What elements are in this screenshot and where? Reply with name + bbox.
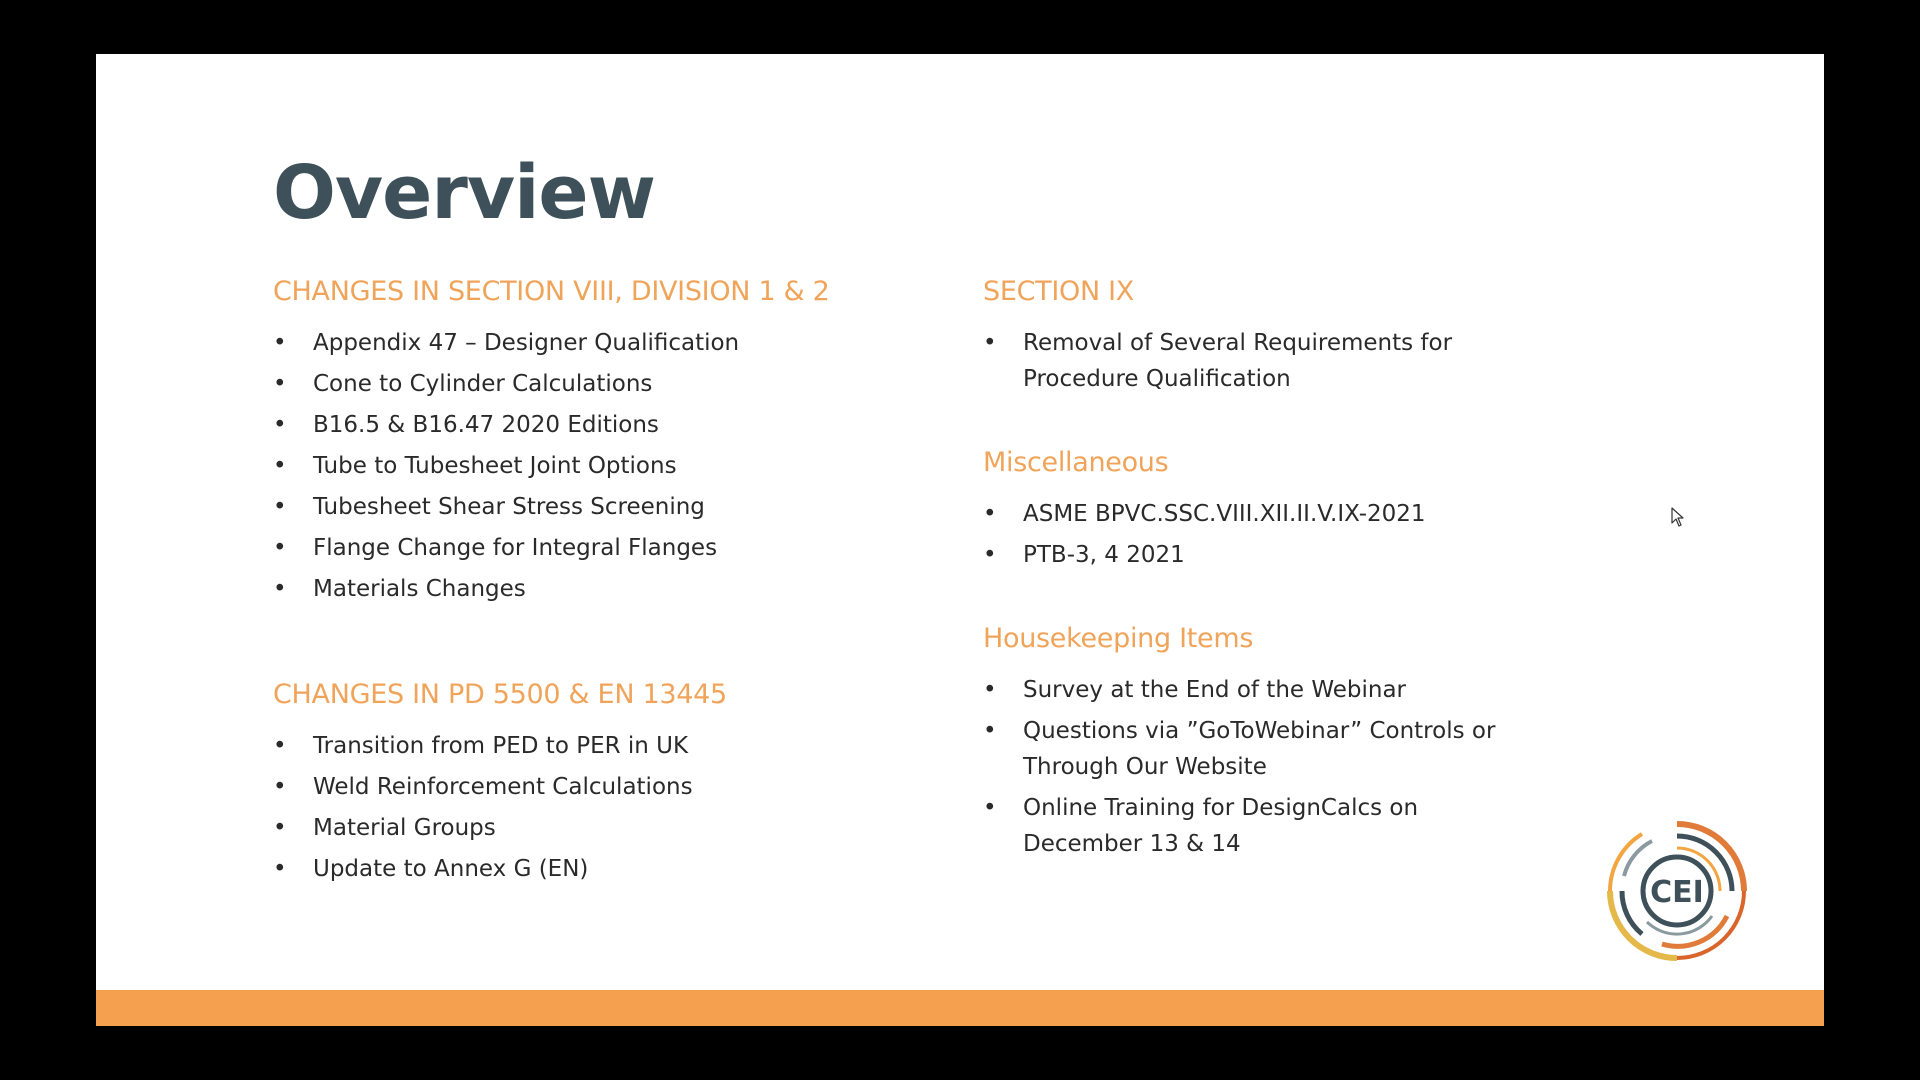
right-column	[983, 276, 1623, 912]
list-item	[273, 325, 913, 361]
list-item	[273, 851, 913, 887]
list-item-text: Appendix 47 – Designer Qualification	[313, 330, 740, 356]
section-heading: Miscellaneous	[983, 447, 1169, 478]
section-heading: CHANGES IN SECTION VIII, DIVISION 1 & 2	[273, 276, 830, 307]
bullet-icon: •	[983, 542, 997, 568]
list-item	[273, 728, 913, 764]
list-item	[273, 530, 913, 566]
bullet-icon: •	[983, 501, 997, 527]
list-item	[983, 713, 1543, 785]
list-item-text: Material Groups	[313, 815, 496, 841]
list-item-text: Removal of Several Requirements for Procedure Qualification	[1023, 330, 1453, 392]
list-item	[983, 325, 1543, 397]
cei-logo-icon	[1602, 816, 1752, 966]
list-item-text: Survey at the End of the Webinar	[1023, 677, 1407, 703]
list-item-text: Transition from PED to PER in UK	[313, 733, 689, 759]
bullet-list	[983, 496, 1623, 573]
list-item	[273, 407, 913, 443]
bullet-icon: •	[273, 774, 287, 800]
pd5500-en13445-changes	[273, 679, 913, 887]
bullet-list	[273, 728, 913, 887]
bullet-list	[983, 672, 1623, 862]
list-item-text: Tube to Tubesheet Joint Options	[313, 453, 677, 479]
bullet-icon: •	[983, 795, 997, 821]
slide-title: Overview	[273, 150, 655, 236]
logo-text: CEI	[1650, 875, 1704, 910]
bullet-list	[273, 325, 913, 607]
bullet-icon: •	[273, 856, 287, 882]
list-item-text: B16.5 & B16.47 2020 Editions	[313, 412, 659, 438]
list-item	[273, 769, 913, 805]
bullet-icon: •	[273, 576, 287, 602]
section-viii-changes	[273, 276, 913, 607]
list-item	[273, 489, 913, 525]
list-item-text: Materials Changes	[313, 576, 526, 602]
bullet-icon: •	[273, 535, 287, 561]
list-item	[273, 448, 913, 484]
bullet-icon: •	[273, 330, 287, 356]
bullet-icon: •	[983, 677, 997, 703]
list-item-text: Update to Annex G (EN)	[313, 856, 589, 882]
section-heading: CHANGES IN PD 5500 & EN 13445	[273, 679, 727, 710]
list-item	[983, 790, 1543, 862]
section-heading: Housekeeping Items	[983, 623, 1254, 654]
list-item	[983, 672, 1543, 708]
list-item-text: ASME BPVC.SSC.VIII.XII.II.V.IX-2021	[1023, 501, 1426, 527]
miscellaneous-section	[983, 447, 1623, 573]
list-item-text: Flange Change for Integral Flanges	[313, 535, 718, 561]
list-item	[983, 537, 1543, 573]
housekeeping-section	[983, 623, 1623, 862]
bullet-icon: •	[273, 412, 287, 438]
bullet-icon: •	[273, 815, 287, 841]
footer-accent-bar	[96, 990, 1824, 1026]
list-item	[983, 496, 1543, 532]
list-item	[273, 366, 913, 402]
section-heading: SECTION IX	[983, 276, 1134, 307]
mouse-pointer-icon	[1671, 507, 1685, 527]
bullet-icon: •	[983, 330, 997, 356]
list-item-text: Questions via ”GoToWebinar” Controls or Through Our Website	[1023, 718, 1496, 780]
list-item-text: PTB-3, 4 2021	[1023, 542, 1185, 568]
list-item-text: Tubesheet Shear Stress Screening	[313, 494, 705, 520]
left-column	[273, 276, 913, 959]
list-item	[273, 571, 913, 607]
list-item-text: Online Training for DesignCalcs on December 13 & 14	[1023, 795, 1419, 857]
list-item-text: Cone to Cylinder Calculations	[313, 371, 653, 397]
bullet-icon: •	[273, 453, 287, 479]
section-ix	[983, 276, 1623, 397]
bullet-icon: •	[273, 371, 287, 397]
presentation-slide	[96, 54, 1824, 1026]
bullet-icon: •	[273, 733, 287, 759]
list-item	[273, 810, 913, 846]
bullet-list	[983, 325, 1623, 397]
list-item-text: Weld Reinforcement Calculations	[313, 774, 693, 800]
bullet-icon: •	[983, 718, 997, 744]
bullet-icon: •	[273, 494, 287, 520]
